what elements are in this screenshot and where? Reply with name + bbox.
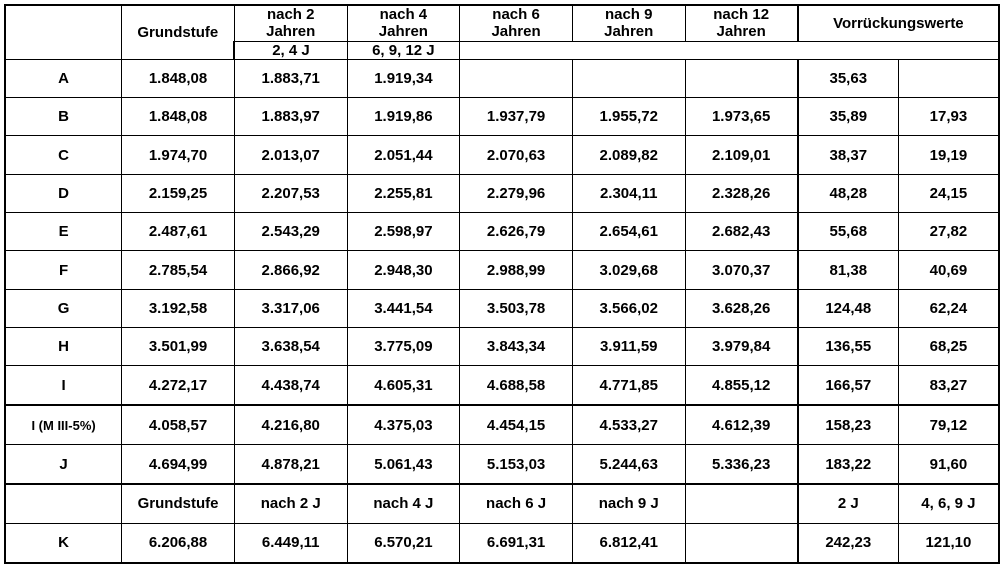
cell-vor-6-9-12j: 24,15: [898, 174, 999, 212]
header-corner: [5, 5, 122, 59]
cell-vor-6-9-12j: 79,12: [898, 405, 999, 444]
cell-nach12: 4.855,12: [685, 366, 798, 405]
cell-nach2: 2.207,53: [234, 174, 347, 212]
cell-vor-6-9-12j: 17,93: [898, 98, 999, 136]
header-row: [5, 5, 999, 41]
cell-nach4: 2.051,44: [347, 136, 460, 174]
header-group-col-6-9-12j: 6, 9, 12 J: [347, 41, 460, 59]
cell-nach12: [685, 59, 798, 97]
table-row: [5, 445, 999, 484]
cell-nach4: 3.441,54: [347, 289, 460, 327]
cell-grundstufe: 1.848,08: [122, 59, 235, 97]
cell-nach6: 4.688,58: [460, 366, 573, 405]
cell-grundstufe: 3.192,58: [122, 289, 235, 327]
cell-nach6: 2.988,99: [460, 251, 573, 289]
cell-nach6: 1.937,79: [460, 98, 573, 136]
cell-nach4: 1.919,86: [347, 98, 460, 136]
cell-vor-2-4j: 166,57: [798, 366, 899, 405]
subheader-vor-2j: 2 J: [798, 484, 899, 523]
cell-nach12: 2.328,26: [685, 174, 798, 212]
subheader-label: [5, 484, 122, 523]
subheader-col-nach6j: nach 6 J: [460, 484, 573, 523]
cell-nach6: 5.153,03: [460, 445, 573, 484]
row-label: G: [5, 289, 122, 327]
cell-nach9: 5.244,63: [572, 445, 685, 484]
cell-vor-2-4j: 158,23: [798, 405, 899, 444]
cell-nach12: 5.336,23: [685, 445, 798, 484]
header-col-nach2-line2: Jahren: [266, 23, 316, 41]
cell-nach9: 3.566,02: [572, 289, 685, 327]
cell-grundstufe: 2.159,25: [122, 174, 235, 212]
table-row: [5, 328, 999, 366]
table-row: [5, 174, 999, 212]
cell-nach4: 3.775,09: [347, 328, 460, 366]
subheader-col-nach4j: nach 4 J: [347, 484, 460, 523]
cell-nach4: 1.919,34: [347, 59, 460, 97]
row-label: I: [5, 366, 122, 405]
cell-nach6: 3.843,34: [460, 328, 573, 366]
header-col-nach12: [685, 5, 798, 41]
cell-nach12: 2.682,43: [685, 213, 798, 251]
cell-nach9: 4.771,85: [572, 366, 685, 405]
cell-nach6: 2.279,96: [460, 174, 573, 212]
cell-nach4: 5.061,43: [347, 445, 460, 484]
header-col-nach4-line2: Jahren: [378, 23, 428, 41]
header-col-nach6: [460, 5, 573, 41]
subheader-col-nach9j: nach 9 J: [572, 484, 685, 523]
table-row: [5, 523, 999, 563]
cell-nach12: 3.979,84: [685, 328, 798, 366]
cell-vor-6-9-12j: 62,24: [898, 289, 999, 327]
row-label: D: [5, 174, 122, 212]
cell-grundstufe: 3.501,99: [122, 328, 235, 366]
cell-nach2: 3.638,54: [234, 328, 347, 366]
cell-vor-6-9-12j: 27,82: [898, 213, 999, 251]
cell-grundstufe: 6.206,88: [122, 523, 235, 563]
cell-nach4: 2.948,30: [347, 251, 460, 289]
cell-vor-6-9-12j: 91,60: [898, 445, 999, 484]
table-row: [5, 289, 999, 327]
header-col-nach4-line1: nach 4: [379, 6, 428, 23]
cell-nach12: [685, 523, 798, 563]
cell-nach2: 4.216,80: [234, 405, 347, 444]
cell-vor-2-4j: 136,55: [798, 328, 899, 366]
table-row: [5, 405, 999, 444]
cell-nach9: 2.089,82: [572, 136, 685, 174]
cell-nach12: 3.628,26: [685, 289, 798, 327]
cell-vor-6-9-12j: 40,69: [898, 251, 999, 289]
cell-nach9: 1.955,72: [572, 98, 685, 136]
header-group-vorrueckungswerte: Vorrückungswerte: [798, 5, 999, 41]
cell-vor-2-4j: 48,28: [798, 174, 899, 212]
cell-nach6: 4.454,15: [460, 405, 573, 444]
cell-nach6: 2.070,63: [460, 136, 573, 174]
cell-nach2: 3.317,06: [234, 289, 347, 327]
row-label: E: [5, 213, 122, 251]
cell-vor-6-9-12j: [898, 59, 999, 97]
cell-nach9: [572, 59, 685, 97]
cell-nach9: 2.304,11: [572, 174, 685, 212]
header-col-nach9-line1: nach 9: [604, 6, 653, 23]
cell-vor-2-4j: 35,89: [798, 98, 899, 136]
cell-nach9: 6.812,41: [572, 523, 685, 563]
cell-vor-6-9-12j: 19,19: [898, 136, 999, 174]
header-col-nach12-line2: Jahren: [716, 23, 766, 41]
cell-nach6: 6.691,31: [460, 523, 573, 563]
cell-nach2: 2.866,92: [234, 251, 347, 289]
header-col-nach9: [572, 5, 685, 41]
cell-nach6: [460, 59, 573, 97]
cell-grundstufe: 1.974,70: [122, 136, 235, 174]
table-row: [5, 98, 999, 136]
cell-nach2: 4.878,21: [234, 445, 347, 484]
cell-vor-2-4j: 35,63: [798, 59, 899, 97]
cell-nach2: 2.543,29: [234, 213, 347, 251]
cell-vor-2-4j: 38,37: [798, 136, 899, 174]
subheader-row: [5, 484, 999, 523]
cell-nach4: 2.255,81: [347, 174, 460, 212]
row-label: F: [5, 251, 122, 289]
cell-grundstufe: 4.272,17: [122, 366, 235, 405]
cell-vor-2j: 242,23: [798, 523, 899, 563]
subheader-vor-4-6-9j: 4, 6, 9 J: [898, 484, 999, 523]
cell-nach9: 3.029,68: [572, 251, 685, 289]
header-col-nach9-line2: Jahren: [604, 23, 654, 41]
cell-nach12: 2.109,01: [685, 136, 798, 174]
cell-vor-2-4j: 81,38: [798, 251, 899, 289]
cell-vor-2-4j: 183,22: [798, 445, 899, 484]
cell-vor-2-4j: 124,48: [798, 289, 899, 327]
header-col-nach4: [347, 5, 460, 41]
table-body: [5, 59, 999, 563]
row-label: J: [5, 445, 122, 484]
salary-grid: [4, 4, 1000, 564]
cell-nach6: 2.626,79: [460, 213, 573, 251]
table-row: [5, 251, 999, 289]
cell-grundstufe: 4.058,57: [122, 405, 235, 444]
subheader-col-nach2j: nach 2 J: [234, 484, 347, 523]
subheader-col-empty: [685, 484, 798, 523]
cell-nach4: 2.598,97: [347, 213, 460, 251]
cell-nach4: 4.605,31: [347, 366, 460, 405]
header-col-nach2-line1: nach 2: [266, 6, 315, 23]
header-col-grundstufe: Grundstufe: [122, 5, 235, 59]
cell-grundstufe: 4.694,99: [122, 445, 235, 484]
header-col-nach6-line1: nach 6: [492, 6, 540, 23]
header-col-nach2: [234, 5, 347, 41]
cell-nach4: 4.375,03: [347, 405, 460, 444]
row-label: C: [5, 136, 122, 174]
row-label: B: [5, 98, 122, 136]
cell-nach6: 3.503,78: [460, 289, 573, 327]
header-col-nach12-line1: nach 12: [713, 6, 770, 23]
cell-nach12: 1.973,65: [685, 98, 798, 136]
header-group-col-2-4j: 2, 4 J: [234, 41, 347, 59]
row-label: I (M III-5%): [5, 405, 122, 444]
table-row: [5, 213, 999, 251]
header-col-nach6-line2: Jahren: [491, 23, 541, 41]
row-label: K: [5, 523, 122, 563]
cell-nach2: 6.449,11: [234, 523, 347, 563]
cell-grundstufe: 2.487,61: [122, 213, 235, 251]
cell-nach9: 4.533,27: [572, 405, 685, 444]
table-row: [5, 59, 999, 97]
cell-nach2: 4.438,74: [234, 366, 347, 405]
cell-nach2: 1.883,71: [234, 59, 347, 97]
cell-nach4: 6.570,21: [347, 523, 460, 563]
table-row: [5, 366, 999, 405]
cell-nach9: 3.911,59: [572, 328, 685, 366]
table-header: [5, 5, 999, 59]
cell-nach12: 4.612,39: [685, 405, 798, 444]
subheader-col-grundstufe: Grundstufe: [122, 484, 235, 523]
cell-grundstufe: 2.785,54: [122, 251, 235, 289]
cell-nach12: 3.070,37: [685, 251, 798, 289]
cell-nach2: 1.883,97: [234, 98, 347, 136]
cell-vor-6-9-12j: 83,27: [898, 366, 999, 405]
table-row: [5, 136, 999, 174]
cell-vor-2-4j: 55,68: [798, 213, 899, 251]
cell-nach2: 2.013,07: [234, 136, 347, 174]
cell-grundstufe: 1.848,08: [122, 98, 235, 136]
cell-vor-4-6-9j: 121,10: [898, 523, 999, 563]
cell-vor-6-9-12j: 68,25: [898, 328, 999, 366]
row-label: H: [5, 328, 122, 366]
cell-nach9: 2.654,61: [572, 213, 685, 251]
row-label: A: [5, 59, 122, 97]
